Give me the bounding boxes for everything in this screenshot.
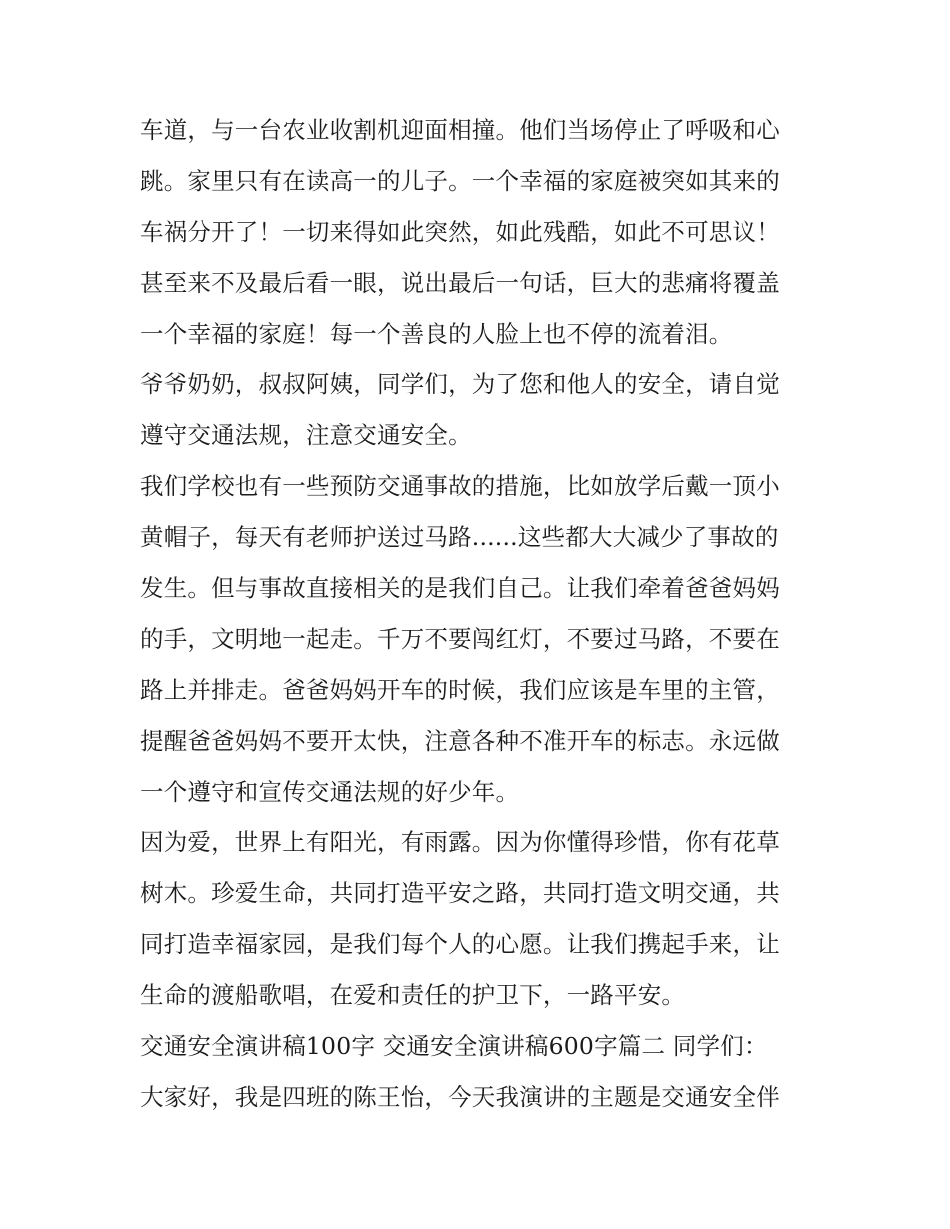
text-line-1: 车道，与一台农业收割机迎面相撞。他们当场停止了呼吸和心: [140, 116, 780, 144]
text-line-10: 发生。但与事故直接相关的是我们自己。让我们牵着爸爸妈妈: [140, 574, 780, 603]
text-line-13: 提醒爸爸妈妈不要开太快，注意各种不准开车的标志。永远做: [140, 726, 780, 755]
text-line-17: 同打造幸福家园，是我们每个人的心愿。让我们携起手来，让: [140, 930, 780, 959]
text-line-8: 我们学校也有一些预防交通事故的措施，比如放学后戴一顶小: [140, 472, 780, 501]
text-line-12: 路上并排走。爸爸妈妈开车的时候，我们应该是车里的主管，: [140, 675, 780, 704]
text-line-5: 一个幸福的家庭！每一个善良的人脸上也不停的流着泪。: [140, 319, 733, 348]
text-line-4: 甚至来不及最后看一眼，说出最后一句话，巨大的悲痛将覆盖: [140, 268, 780, 297]
text-line-9: 黄帽子，每天有老师护送过马路......这些都大大减少了事故的: [140, 523, 779, 552]
text-line-16: 树木。珍爱生命，共同打造平安之路，共同打造文明交通，共: [140, 879, 780, 908]
text-line-3: 车祸分开了！一切来得如此突然，如此残酷，如此不可思议！: [140, 217, 780, 246]
text-line-2: 跳。家里只有在读高一的儿子。一个幸福的家庭被突如其来的: [140, 166, 780, 195]
text-line-6: 爷爷奶奶，叔叔阿姨，同学们，为了您和他人的安全，请自觉: [140, 370, 780, 399]
document-body: [140, 105, 820, 1123]
text-line-11: 的手，文明地一起走。千万不要闯红灯，不要过马路，不要在: [140, 624, 780, 653]
text-line-7: 遵守交通法规，注意交通安全。: [140, 421, 472, 450]
text-line-14: 一个遵守和宣传交通法规的好少年。: [140, 777, 520, 806]
text-line-15: 因为爱，世界上有阳光，有雨露。因为你懂得珍惜，你有花草: [140, 828, 780, 857]
text-line-20: 大家好，我是四班的陈王怡，今天我演讲的主题是交通安全伴: [140, 1082, 780, 1111]
text-line-19: 交通安全演讲稿100字 交通安全演讲稿600字篇二 同学们：: [140, 1032, 768, 1061]
text-line-18: 生命的渡船歌唱，在爱和责任的护卫下，一路平安。: [140, 981, 686, 1010]
